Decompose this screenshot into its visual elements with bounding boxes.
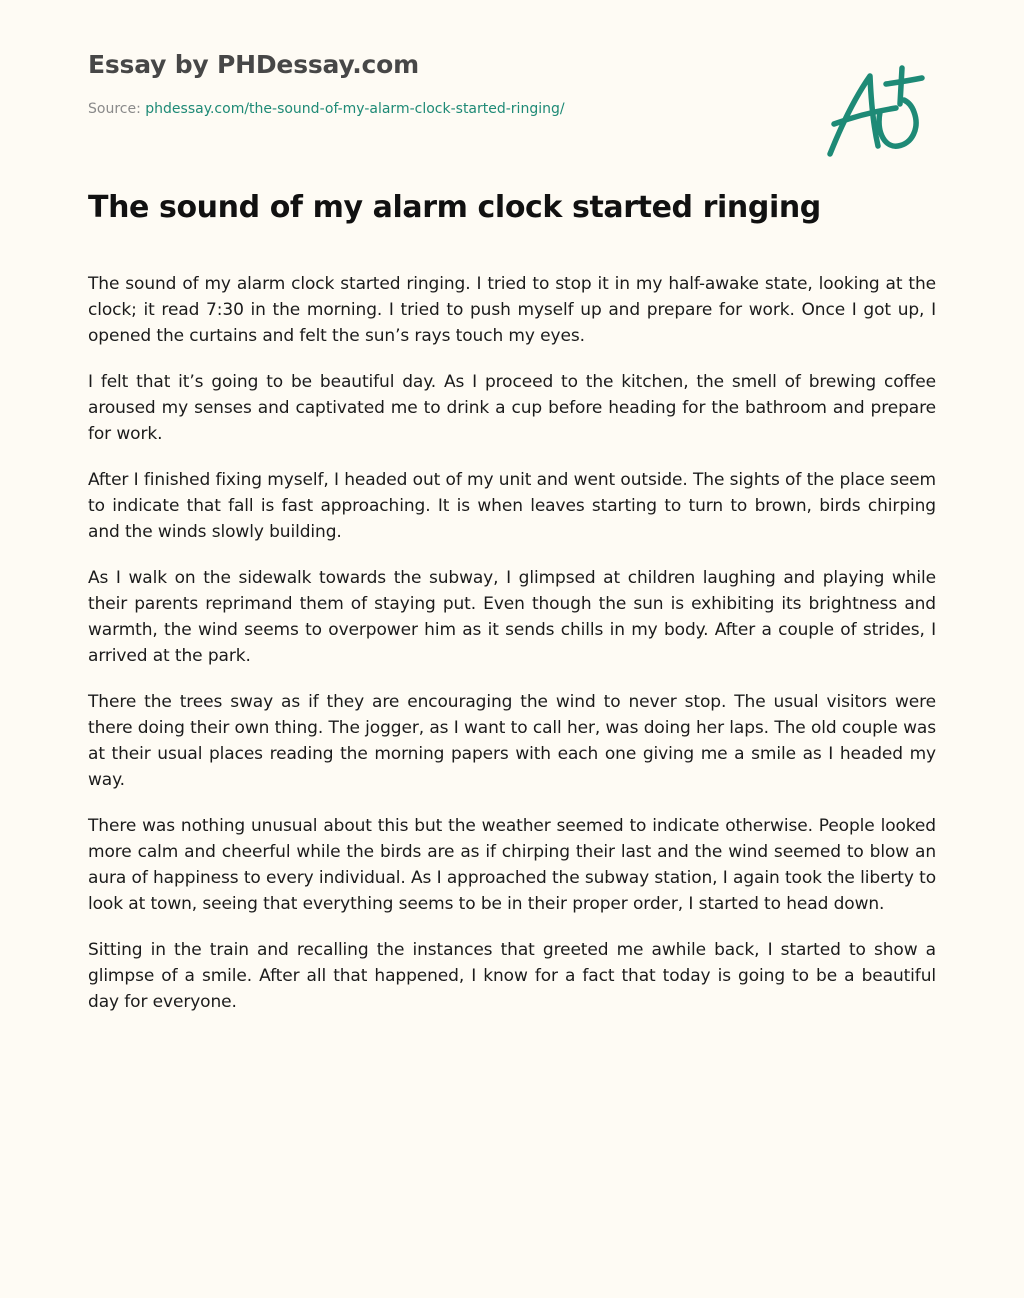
essay-paragraph-1: The sound of my alarm clock started ringing. I tried to stop it in my half-awake state, looking at the clock; it read 7:30 in the morning. I tried to push myself up and prepare for work. Once I got up, I opened the curtains and felt the sun’s rays touch my eyes. xyxy=(88,274,936,346)
essay-paragraph-4: As I walk on the sidewalk towards the subway, I glimpsed at children laughing and playing while their parents reprimand them of staying put. Even though the sun is exhibiting its brightness and warmth, the wind seems to overpower him as it sends chills in my body. After a couple of strides, I arrived at the park. xyxy=(88,568,936,666)
essay-paragraph-2: I felt that it’s going to be beautiful day. As I proceed to the kitchen, the smell of brewing coffee aroused my senses and captivated me to drink a cup before heading for the bathroom and prepare for work. xyxy=(88,372,936,444)
essay-paragraph-5: There the trees sway as if they are encouraging the wind to never stop. The usual visitors were there doing their own thing. The jogger, as I want to call her, was doing her laps. The old couple was at their usual places reading the morning papers with each one giving me a smile as I headed my way. xyxy=(88,692,936,790)
source-link[interactable]: phdessay.com/the-sound-of-my-alarm-clock-started-ringing/ xyxy=(145,101,565,117)
essay-paragraph-7: Sitting in the train and recalling the instances that greeted me awhile back, I started to show a glimpse of a smile. After all that happened, I know for a fact that today is going to be a beautiful day for everyone. xyxy=(88,940,936,1012)
a-plus-grade-icon xyxy=(820,62,930,162)
source-line xyxy=(88,101,565,117)
essay-paragraph-3: After I finished fixing myself, I headed out of my unit and went outside. The sights of the place seem to indicate that fall is fast approaching. It is when leaves starting to turn to brown, birds chirping and the winds slowly building. xyxy=(88,470,936,542)
essay-body xyxy=(88,271,936,1035)
site-title: Essay by PHDessay.com xyxy=(88,50,419,79)
source-label: Source: xyxy=(88,101,146,117)
page-title: The sound of my alarm clock started ringing xyxy=(88,190,821,225)
essay-paragraph-6: There was nothing unusual about this but the weather seemed to indicate otherwise. People looked more calm and cheerful while the birds are as if chirping their last and the wind seemed to blow an aura of happiness to every individual. As I approached the subway station, I again took the liberty to look at town, seeing that everything seems to be in their proper order, I started to head down. xyxy=(88,816,936,914)
